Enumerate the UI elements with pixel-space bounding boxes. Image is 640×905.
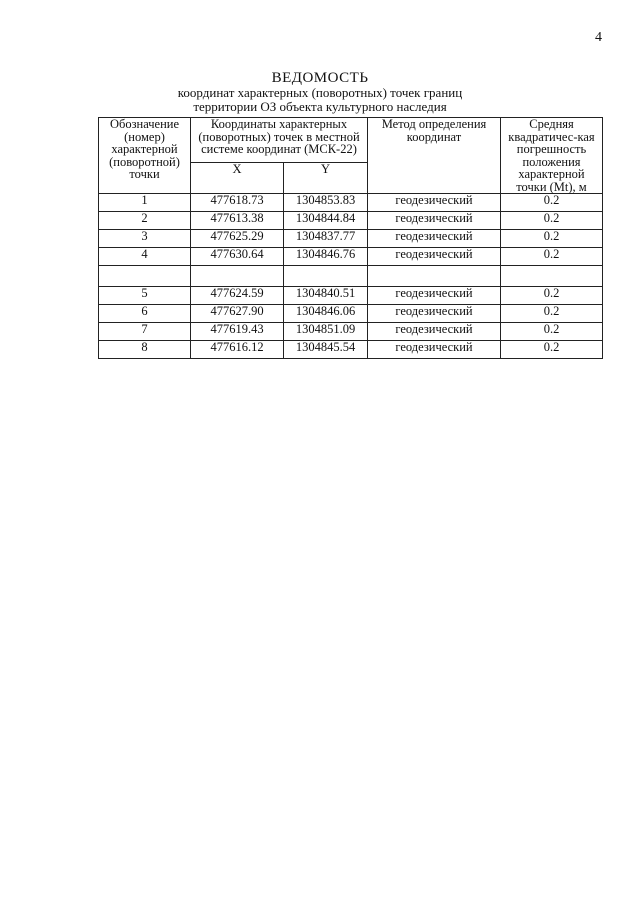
table-row: [99, 194, 603, 212]
document-subtitle-line-1: координат характерных (поворотных) точек границ: [177, 85, 463, 100]
header-error: Средняя квадратичес-кая погрешность положения характерной точки (Mt), м: [501, 118, 603, 194]
y-coordinate-cell: 1304837.77: [284, 230, 368, 248]
method-cell: геодезический: [368, 194, 501, 212]
table-separator: [99, 266, 603, 287]
table-row: [99, 287, 603, 305]
error-cell: 0.2: [501, 287, 603, 305]
point-number-cell: 3: [99, 230, 191, 248]
x-coordinate-cell: 477616.12: [191, 341, 284, 359]
x-coordinate-cell: 477630.64: [191, 248, 284, 266]
x-coordinate-cell: 477627.90: [191, 305, 284, 323]
table-row: [99, 230, 603, 248]
header-x: X: [191, 163, 284, 194]
page-number: 4: [595, 30, 602, 45]
x-coordinate-cell: 477613.38: [191, 212, 284, 230]
table-row: [99, 305, 603, 323]
method-cell: геодезический: [368, 287, 501, 305]
point-number-cell: 8: [99, 341, 191, 359]
header-designation: Обозначение (номер) характерной (поворотной) точки: [99, 118, 191, 194]
point-number-cell: 1: [99, 194, 191, 212]
y-coordinate-cell: 1304851.09: [284, 323, 368, 341]
x-coordinate-cell: 477619.43: [191, 323, 284, 341]
document-subtitle-line-2: территории ОЗ объекта культурного наследия: [193, 99, 447, 114]
x-coordinate-cell: 477624.59: [191, 287, 284, 305]
x-coordinate-cell: 477618.73: [191, 194, 284, 212]
point-number-cell: 5: [99, 287, 191, 305]
header-y: Y: [284, 163, 368, 194]
error-cell: 0.2: [501, 341, 603, 359]
error-cell: 0.2: [501, 212, 603, 230]
header-method: Метод определения координат: [368, 118, 501, 194]
method-cell: геодезический: [368, 230, 501, 248]
point-number-cell: 4: [99, 248, 191, 266]
point-number-cell: 6: [99, 305, 191, 323]
y-coordinate-cell: 1304844.84: [284, 212, 368, 230]
method-cell: геодезический: [368, 323, 501, 341]
table-gap-row: [99, 266, 603, 287]
table-group-1: [99, 194, 603, 266]
document-title: ВЕДОМОСТЬ: [271, 70, 369, 86]
y-coordinate-cell: 1304845.54: [284, 341, 368, 359]
table-row: [99, 248, 603, 266]
coordinates-table: [98, 117, 603, 359]
y-coordinate-cell: 1304840.51: [284, 287, 368, 305]
table-group-2: [99, 287, 603, 359]
error-cell: 0.2: [501, 305, 603, 323]
y-coordinate-cell: 1304853.83: [284, 194, 368, 212]
method-cell: геодезический: [368, 248, 501, 266]
method-cell: геодезический: [368, 341, 501, 359]
point-number-cell: 7: [99, 323, 191, 341]
table-row: [99, 212, 603, 230]
header-coordinates: Координаты характерных (поворотных) точек в местной системе координат (МСК-22): [191, 118, 368, 163]
method-cell: геодезический: [368, 305, 501, 323]
table-row: [99, 341, 603, 359]
error-cell: 0.2: [501, 194, 603, 212]
error-cell: 0.2: [501, 323, 603, 341]
error-cell: 0.2: [501, 248, 603, 266]
y-coordinate-cell: 1304846.76: [284, 248, 368, 266]
table-row: [99, 323, 603, 341]
error-cell: 0.2: [501, 230, 603, 248]
point-number-cell: 2: [99, 212, 191, 230]
x-coordinate-cell: 477625.29: [191, 230, 284, 248]
method-cell: геодезический: [368, 212, 501, 230]
document-heading: [0, 70, 640, 114]
y-coordinate-cell: 1304846.06: [284, 305, 368, 323]
